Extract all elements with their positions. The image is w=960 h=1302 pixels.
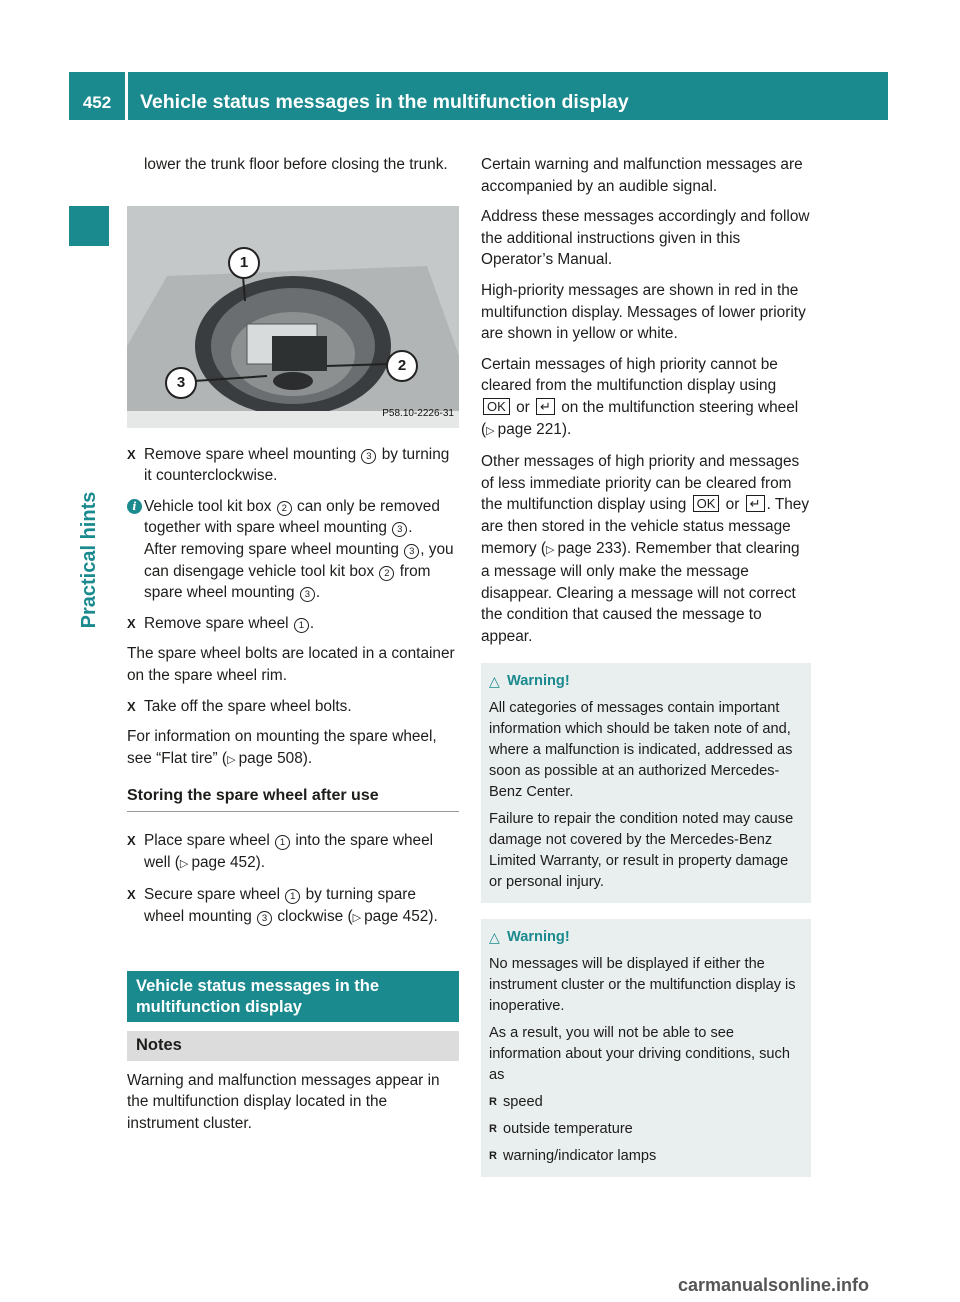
step-text: Secure spare wheel [144, 886, 285, 904]
page-ref-icon: ▷ [227, 753, 239, 766]
step-text: Place spare wheel [144, 831, 275, 849]
info-note [127, 496, 459, 604]
step-take-off-bolts [127, 696, 459, 718]
step-x-icon: X [127, 446, 136, 462]
left-column [127, 154, 459, 1144]
info-text: After removing spare wheel mounting [144, 540, 404, 558]
warning-box-1 [481, 663, 811, 903]
page-link[interactable]: page 452). [191, 853, 266, 871]
mounting-reference [127, 726, 459, 771]
bullet-text: warning/indicator lamps [503, 1148, 657, 1165]
warning-title-text: Warning! [507, 929, 570, 946]
info-text: . [408, 519, 413, 537]
step-remove-mounting [127, 444, 459, 487]
bullet-icon: R [489, 1096, 497, 1109]
warning-triangle-icon: △ [489, 673, 500, 690]
subheading-storing: Storing the spare wheel after use [127, 785, 459, 812]
watermark: carmanualsonline.info [678, 1275, 870, 1295]
step-x-icon: X [127, 615, 136, 631]
step-x-icon: X [127, 887, 136, 903]
step-text: into the spare wheel well ( [144, 831, 434, 871]
para-text: Certain messages of high priority cannot be cleared from the multifunction display using [481, 355, 778, 395]
notes-heading: Notes [127, 1031, 459, 1061]
list-item [489, 1119, 803, 1140]
step-text: by turning it counterclockwise. [144, 445, 450, 485]
list-item [489, 1146, 803, 1167]
bullet-icon: R [489, 1150, 497, 1163]
warning-title [489, 671, 803, 692]
bolts-text: The spare wheel bolts are located in a container on the spare wheel rim. [127, 645, 455, 684]
para-text: . They are then stored in the vehicle status message memory ( [481, 496, 810, 557]
ok-key-icon: OK [483, 398, 510, 415]
circle-3-icon: 3 [257, 911, 272, 926]
circle-3-icon: 3 [392, 522, 407, 537]
circle-3-icon: 3 [300, 587, 315, 602]
page-link[interactable]: page 233). Remember that clearing a message will only make the message disappear. Clearing a message will not correct the condition that caused the message to appear. [481, 539, 800, 645]
step-text: Remove spare wheel [144, 614, 293, 632]
page-link[interactable]: page 221). [497, 420, 572, 438]
intro-text: lower the trunk floor before closing the trunk. [144, 156, 448, 173]
page-number: 452 [82, 93, 112, 113]
page-ref-icon: ▷ [179, 857, 192, 870]
back-key-icon: ↵ [536, 398, 555, 415]
step-x-icon: X [127, 832, 136, 848]
warning-title [489, 927, 803, 948]
step-remove-wheel [127, 613, 459, 635]
info-text: from spare wheel mounting [144, 562, 431, 602]
header-bar [128, 72, 888, 120]
page-ref-icon: ▷ [486, 424, 498, 437]
page-title: Vehicle status messages in the multifunction display [140, 91, 629, 114]
warning-title-text: Warning! [507, 673, 570, 690]
warning-text: As a result, you will not be able to see information about your driving conditions, such as [489, 1025, 790, 1084]
ok-key-icon: OK [693, 495, 720, 512]
info-text: Vehicle tool kit box [144, 497, 276, 515]
page-ref-icon: ▷ [545, 543, 558, 556]
info-text: can only be removed together with spare wheel mounting [144, 497, 440, 537]
callout-2: 2 [386, 350, 418, 382]
figure-code: P58.10-2226-31 [382, 408, 454, 419]
warning-triangle-icon: △ [489, 929, 500, 946]
warning-text: No messages will be displayed if either the instrument cluster or the multifunction display is inoperative. [489, 956, 796, 1015]
side-tab [70, 470, 110, 650]
step-text: Remove spare wheel mounting [144, 445, 361, 463]
circle-3-icon: 3 [361, 449, 376, 464]
bullet-text: outside temperature [503, 1121, 633, 1138]
step-text: by turning spare wheel mounting [144, 886, 416, 925]
step-text: clockwise ( [273, 907, 353, 925]
right-column [481, 154, 811, 1177]
warning-box-2 [481, 919, 811, 1177]
step-text: . [309, 614, 315, 632]
bullet-icon: R [489, 1123, 497, 1136]
bullet-text: speed [503, 1094, 543, 1111]
list-item [489, 1092, 803, 1113]
section-title: Vehicle status messages in the multifunction display [127, 971, 459, 1022]
paragraph-priority: High-priority messages are shown in red in the multifunction display. Messages of lower priority are shown in yellow or white. [481, 281, 806, 343]
page-link[interactable]: page 452). [364, 907, 438, 925]
paragraph-can-clear [481, 451, 811, 647]
back-key-icon: ↵ [746, 495, 765, 512]
para-text: or [721, 496, 744, 514]
circle-1-icon: 1 [285, 889, 300, 904]
paragraph-cannot-clear [481, 354, 811, 442]
step-x-icon: X [127, 698, 136, 714]
circle-1-icon: 1 [294, 618, 309, 633]
page-ref-icon: ▷ [352, 911, 365, 924]
step-secure-wheel [127, 884, 459, 929]
info-text: , you can disengage vehicle tool kit box [144, 540, 454, 580]
callout-3: 3 [165, 367, 197, 399]
para-text: Other messages of high priority and messages of less immediate priority can be cleared from the multifunction display using [481, 453, 800, 514]
spare-wheel-figure [127, 206, 459, 428]
callout-1: 1 [228, 247, 260, 279]
step-place-wheel [127, 830, 459, 875]
info-text: . [315, 584, 321, 602]
page-link[interactable]: page 508). [238, 749, 313, 767]
ref-text: For information on mounting the spare wheel, see “Flat tire” ( [127, 728, 437, 767]
step-text: Take off the spare wheel bolts. [144, 697, 352, 715]
circle-2-icon: 2 [277, 501, 292, 516]
para-text: or [511, 398, 535, 416]
side-tab-label: Practical hints [78, 491, 101, 629]
notes-text: Warning and malfunction messages appear in the multifunction display located in the instrument cluster. [127, 1071, 440, 1133]
warning-text: All categories of messages contain important information which should be taken note of and, where a malfunction is indicated, addressed as soon as possible at an authorized Mercedes-Benz Center. [489, 700, 793, 801]
warning-text: Failure to repair the condition noted may cause damage not covered by the Mercedes-Benz Limited Warranty, or result in property damage or personal injury. [489, 811, 794, 891]
paragraph-audible: Certain warning and malfunction messages are accompanied by an audible signal. [481, 156, 803, 195]
circle-2-icon: 2 [379, 566, 394, 581]
circle-1-icon: 1 [275, 835, 290, 850]
side-tab-marker [69, 206, 109, 246]
para-text: on the multifunction steering wheel ( [481, 398, 799, 438]
info-icon: i [127, 499, 142, 514]
page-number-box [69, 72, 125, 120]
circle-3-icon: 3 [404, 544, 419, 559]
paragraph-address: Address these messages accordingly and follow the additional instructions given in this Operator’s Manual. [481, 208, 810, 269]
